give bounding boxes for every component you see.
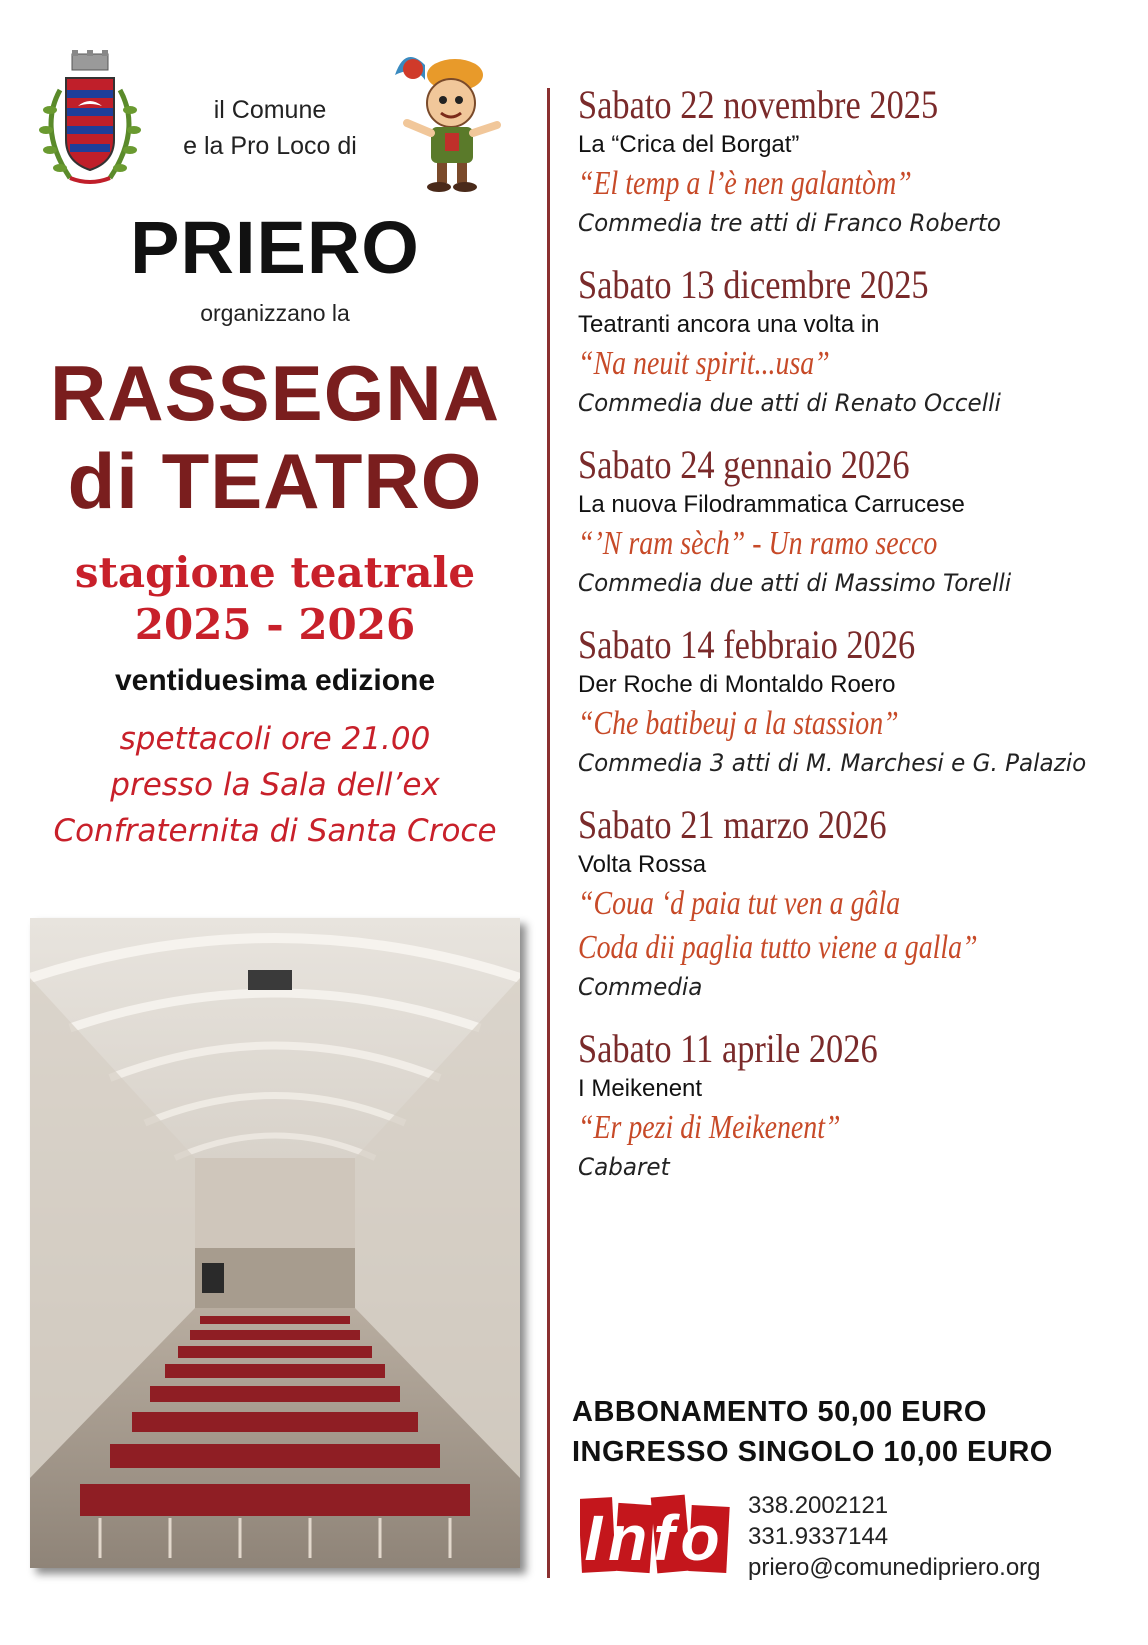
coat-of-arms-emblem	[30, 50, 150, 190]
single-ticket-price: INGRESSO SINGOLO 10,00 EURO	[572, 1436, 1053, 1468]
event-date: Sabato 24 gennaio 2026	[578, 442, 910, 487]
event-item	[578, 262, 1138, 420]
season-years: 2025 - 2026	[134, 600, 416, 649]
event-item	[578, 802, 1138, 1004]
event-date: Sabato 21 marzo 2026	[578, 802, 887, 847]
column-divider	[547, 88, 550, 1578]
event-company: I Meikenent	[578, 1075, 703, 1102]
phone-2[interactable]: 331.9337144	[748, 1523, 889, 1550]
pricing-info	[572, 1392, 1142, 1472]
event-company: Teatranti ancora una volta in	[578, 311, 880, 338]
organize-text: organizzano la	[200, 300, 350, 326]
intro-line-1: il Comune	[213, 96, 327, 124]
phone-1[interactable]: 338.2002121	[748, 1492, 889, 1519]
intro-line-2: e la Pro Loco di	[183, 132, 357, 160]
theater-hall-photo	[30, 918, 520, 1568]
venue-info	[20, 716, 530, 854]
event-date: Sabato 14 febbraio 2026	[578, 622, 916, 667]
event-title: “’N ram sèch” - Un ramo secco	[578, 525, 938, 562]
event-item	[578, 442, 1138, 600]
event-description: Commedia tre atti di Franco Roberto	[578, 209, 1002, 237]
season-label: stagione teatrale	[74, 548, 476, 597]
info-logo-text: Info	[584, 1502, 726, 1574]
event-description: Commedia due atti di Massimo Torelli	[578, 569, 1012, 597]
edition-label: ventiduesima edizione	[114, 664, 436, 697]
event-description: Cabaret	[578, 1153, 670, 1181]
event-title: “Na neuit spirit...usa”	[578, 345, 830, 382]
events-list	[578, 82, 1138, 1206]
event-title: “Coua ‘d paia tut ven a gâla	[578, 885, 901, 922]
venue-line-2: presso la Sala dell’ex	[110, 767, 440, 803]
contact-info	[748, 1490, 1138, 1583]
event-company: La “Crica del Borgat”	[578, 131, 800, 158]
venue-line-3: Confraternita di Santa Croce	[53, 813, 497, 849]
event-title-line-1: RASSEGNA	[49, 349, 501, 437]
pro-loco-mascot-icon	[385, 45, 510, 195]
event-company: Der Roche di Montaldo Roero	[578, 671, 896, 698]
event-title-line-2: di TEATRO	[67, 437, 483, 525]
town-name: PRIERO	[130, 206, 420, 289]
intro-text	[150, 92, 390, 164]
event-item	[578, 622, 1138, 780]
event-description: Commedia 3 atti di M. Marchesi e G. Palazio	[578, 749, 1087, 777]
event-title: “El temp a l’è nen galantòm”	[578, 165, 912, 202]
event-description: Commedia	[578, 973, 703, 1001]
email-address[interactable]: priero@comunedipriero.org	[748, 1554, 1041, 1581]
event-item	[578, 1026, 1138, 1184]
event-description: Commedia due atti di Renato Occelli	[578, 389, 1001, 417]
event-title-line-2: Coda dii paglia tutto viene a galla”	[578, 929, 978, 966]
event-date: Sabato 11 aprile 2026	[578, 1026, 878, 1071]
event-title: “Che batibeuj a la stassion”	[578, 705, 899, 742]
event-date: Sabato 22 novembre 2025	[578, 82, 939, 127]
event-date: Sabato 13 dicembre 2025	[578, 262, 929, 307]
event-item	[578, 82, 1138, 240]
event-title: “Er pezi di Meikenent”	[578, 1109, 841, 1146]
info-logo-icon	[580, 1494, 730, 1576]
event-company: Volta Rossa	[578, 851, 707, 878]
event-company: La nuova Filodrammatica Carrucese	[578, 491, 965, 518]
subscription-price: ABBONAMENTO 50,00 EURO	[572, 1396, 987, 1428]
venue-line-1: spettacoli ore 21.00	[119, 721, 431, 757]
